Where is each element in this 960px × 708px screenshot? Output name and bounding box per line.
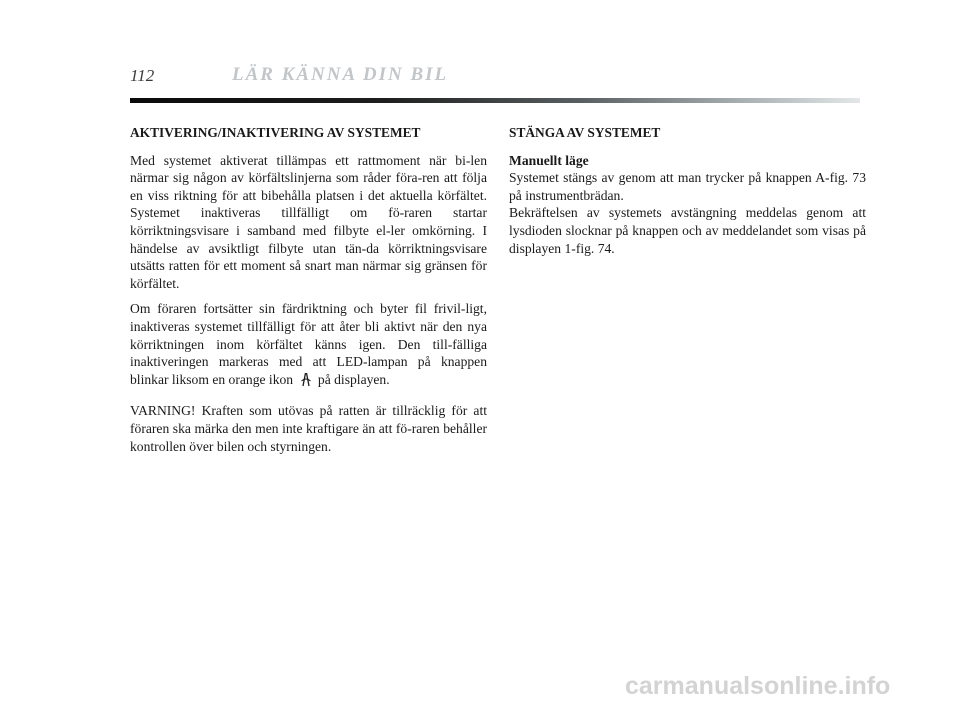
subheading-manual-mode: Manuellt läge [509,152,589,168]
header-rule [130,98,860,103]
paragraph-activation-2-text: Om föraren fortsätter sin färdriktning och byter fil frivil-ligt, inaktiveras systemet tillfälligt för att åter bli aktivt när den nya körriktningen inom körfältet känns igen. Den till-fälliga inaktiveringen markeras med att LED-lampan på knappen blinkar liksom en orange ikon [130,301,487,387]
page-number: 112 [130,66,155,85]
paragraph-shutdown-1: Systemet stängs av genom att man trycker på knappen A-fig. 73 på instrumentbrädan. [509,170,866,203]
right-column [509,124,866,265]
section-heading-activation: AKTIVERING/INAKTIVERING AV SYSTEMET [130,125,421,140]
running-head: LÄR KÄNNA DIN BIL [232,64,449,85]
left-column [130,124,487,463]
paragraph-activation-2-end: på displayen. [317,371,390,387]
warning-paragraph: VARNING! Kraften som utövas på ratten är tillräcklig för att föraren ska märka den men inte kraftigare än att fö-raren behåller kontrollen över bilen och styrningen. [130,403,487,454]
paragraph-activation-2 [130,300,487,388]
paragraph-activation-1: Med systemet aktiverat tillämpas ett rattmoment när bi-len närmar sig någon av körfältslinjerna som råder föra-ren att följa en viss riktning för att bibehålla platsen i det aktuella körfältet. Systemet inaktiveras tillfälligt om fö-raren startar körriktningsvisare i samband med filbyte el-ler omkörning. I händelse av avsiktligt filbyte utan tän-da körriktningsvisare utsätts ratten för ett moment så snart man närmar sig gränsen för körfältet. [130,152,487,291]
paragraph-shutdown-2: Bekräftelsen av systemets avstängning meddelas genom att lysdioden slocknar på knappen och av meddelandet som visas på displayen 1-fig. 74. [509,205,866,256]
section-heading-shutdown: STÄNGA AV SYSTEMET [509,125,661,140]
watermark: carmanualsonline.info [625,672,891,700]
lane-assist-icon [300,372,312,387]
